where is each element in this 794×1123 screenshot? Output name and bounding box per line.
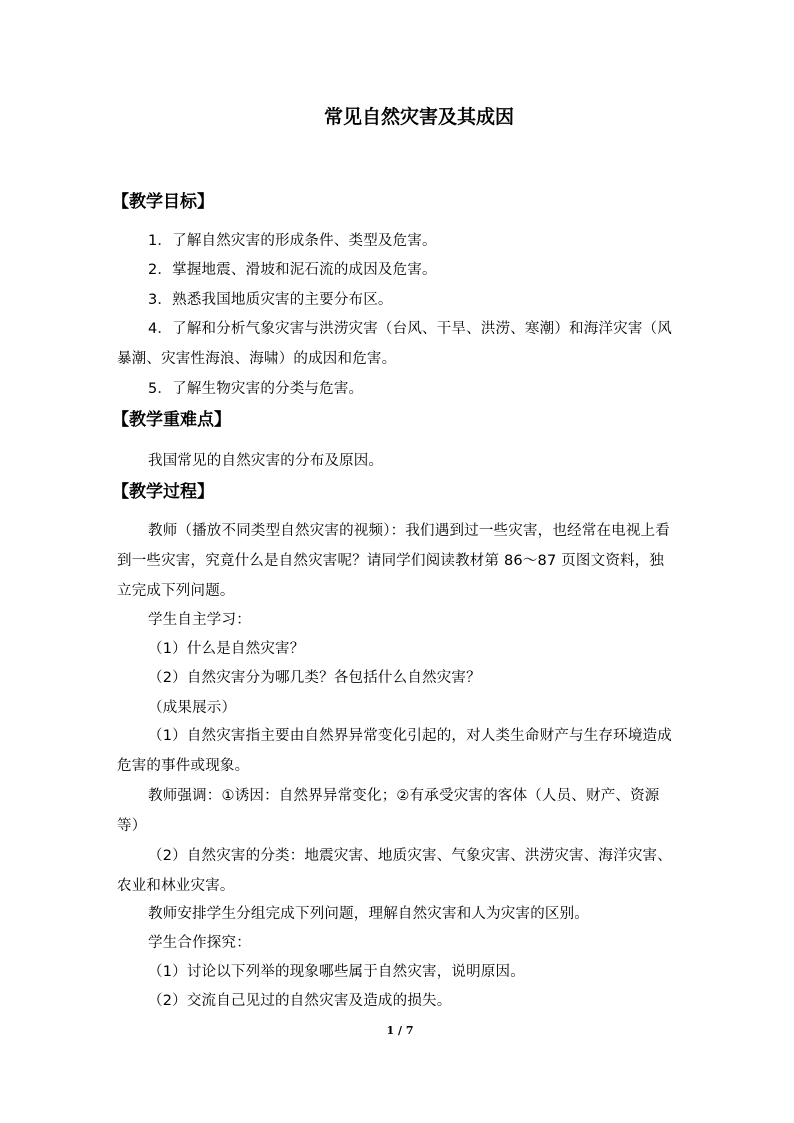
goal-item-1: 1．了解自然灾害的形成条件、类型及危害。: [148, 233, 437, 249]
goal-item-3: 3．熟悉我国地质灾害的主要分布区。: [148, 292, 393, 308]
goal-item-5: 5．了解生物灾害的分类与危害。: [148, 381, 364, 397]
section-heading-goals: 【教学目标】: [112, 192, 214, 212]
process-intro-paragraph: 教师（播放不同类型自然灾害的视频）：我们遇到过一些灾害，也经常在电视上看到一些灾害，究竟什么是自然灾害呢？请同学们阅读教材第 86～87 页图文资料，独立完成下列问题。: [117, 523, 670, 599]
section-heading-key-points: 【教学重难点】: [112, 410, 231, 430]
goal-item-4: 4．了解和分析气象灾害与洪涝灾害（台风、干旱、洪涝、寒潮）和海洋灾害（风暴潮、灾害性海浪、海啸）的成因和危害。: [117, 321, 672, 367]
coop-question-2: （2）交流自己见过的自然灾害及造成的损失。: [148, 993, 452, 1009]
coop-label: 学生合作探究：: [148, 935, 251, 951]
teacher-arrange-text: 教师安排学生分组完成下列问题，理解自然灾害和人为灾害的区别。: [148, 906, 589, 922]
results-label: （成果展示）: [148, 700, 237, 716]
question-2: （2）自然灾害分为哪几类？各包括什么自然灾害？: [148, 670, 481, 686]
self-study-label: 学生自主学习：: [148, 612, 251, 628]
coop-question-1: （1）讨论以下列举的现象哪些属于自然灾害，说明原因。: [148, 964, 525, 980]
key-points-text: 我国常见的自然灾害的分布及原因。: [148, 453, 384, 469]
answer-1-paragraph: （1）自然灾害指主要由自然界异常变化引起的，对人类生命财产与生存环境造成危害的事件或现象。: [117, 728, 672, 774]
teacher-emphasis-paragraph: 教师强调：①诱因：自然界异常变化；②有承受灾害的客体（人员、财产、资源等）: [117, 788, 660, 834]
goal-item-2: 2．掌握地震、滑坡和泥石流的成因及危害。: [148, 262, 437, 278]
section-heading-process: 【教学过程】: [112, 482, 214, 502]
question-1: （1）什么是自然灾害？: [148, 641, 305, 657]
page-number: 1 / 7: [386, 1024, 414, 1037]
answer-2-paragraph: （2）自然灾害的分类：地震灾害、地质灾害、气象灾害、洪涝灾害、海洋灾害、农业和林业灾害。: [117, 848, 672, 894]
page-title: 常见自然灾害及其成因: [323, 106, 514, 128]
